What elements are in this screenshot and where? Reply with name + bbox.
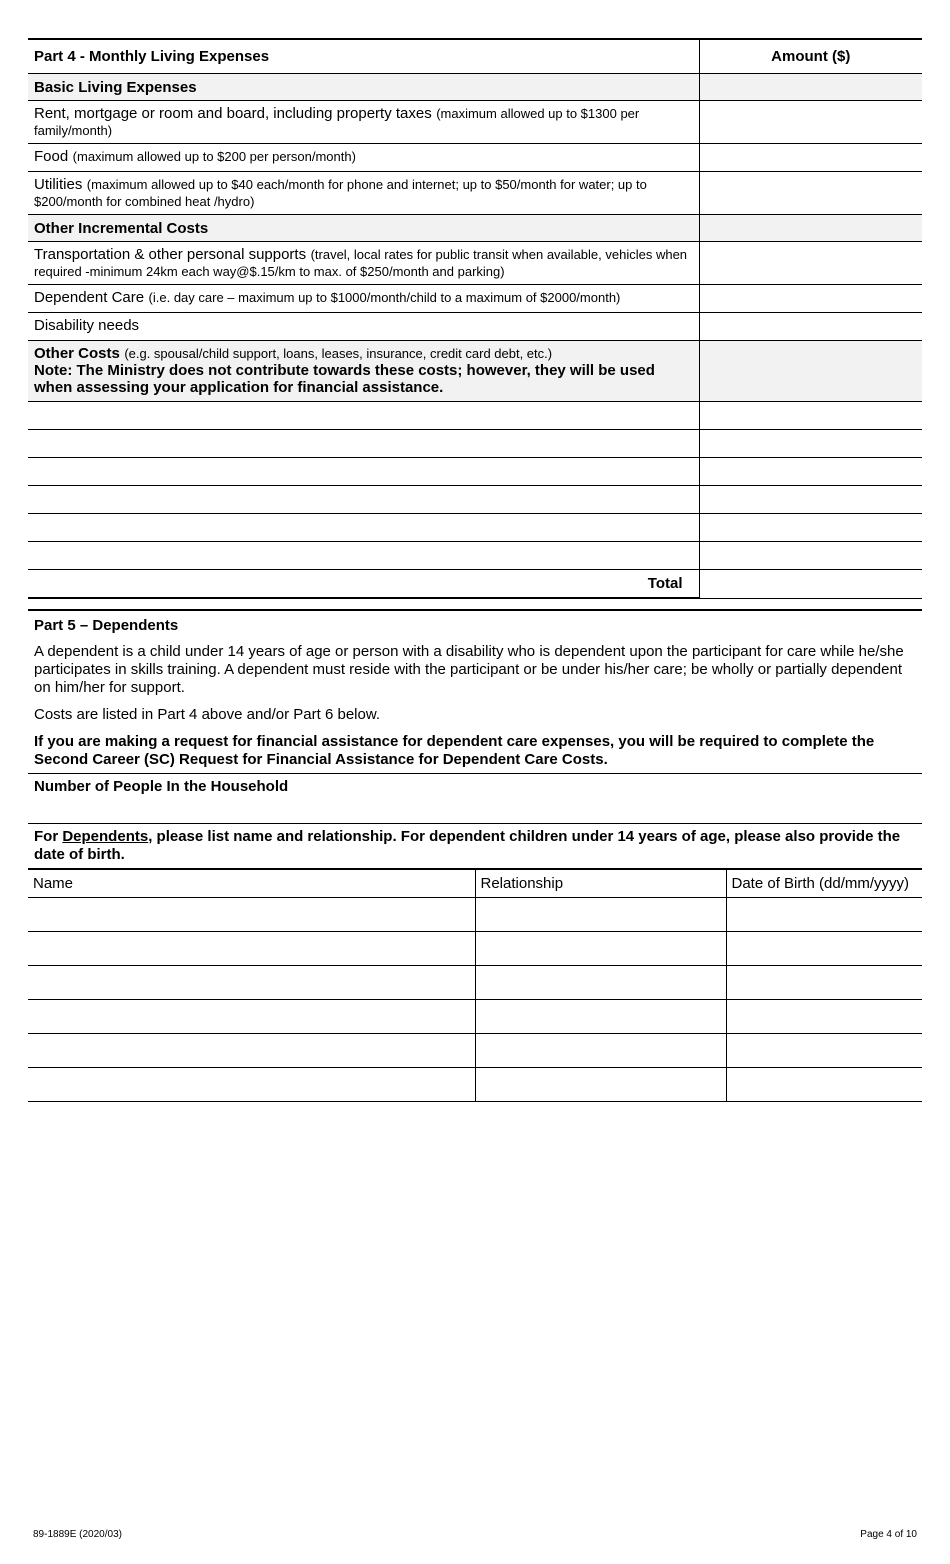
dependent-name-field[interactable] bbox=[28, 1068, 475, 1102]
dependent-care-request-note: If you are making a request for financial assistance for dependent care expenses, you will be required to complete the Second Career (SC) Request for Financial Assistance for Dependent Care Costs. bbox=[34, 733, 875, 768]
other-cost-desc-field[interactable] bbox=[28, 402, 699, 430]
other-cost-amount-field[interactable] bbox=[699, 514, 922, 542]
food-note: (maximum allowed up to $200 per person/month) bbox=[72, 149, 356, 164]
other-cost-amount-field[interactable] bbox=[699, 430, 922, 458]
dependent-dob-field[interactable] bbox=[726, 1034, 922, 1068]
dependent-care-note: (i.e. day care – maximum up to $1000/month/child to a maximum of $2000/month) bbox=[148, 290, 621, 305]
dependent-relationship-field[interactable] bbox=[475, 966, 726, 1000]
dependent-relationship-field[interactable] bbox=[475, 1068, 726, 1102]
form-page bbox=[28, 38, 922, 1102]
other-costs-label: Other Costs bbox=[34, 345, 120, 362]
other-cost-line bbox=[28, 542, 922, 570]
other-cost-desc-field[interactable] bbox=[28, 458, 699, 486]
dependent-dob-field[interactable] bbox=[726, 1000, 922, 1034]
disability-label: Disability needs bbox=[34, 317, 140, 334]
ministry-note: Note: The Ministry does not contribute towards these costs; however, they will be used when assessing your application for financial assistance. bbox=[34, 362, 655, 396]
total-label: Total bbox=[28, 570, 699, 599]
rent-amount-field[interactable] bbox=[699, 101, 922, 144]
part5-title: Part 5 – Dependents bbox=[34, 617, 179, 634]
dependent-name-field[interactable] bbox=[28, 1034, 475, 1068]
page-number: Page 4 of 10 bbox=[860, 1529, 917, 1540]
other-cost-desc-field[interactable] bbox=[28, 514, 699, 542]
other-cost-amount-field[interactable] bbox=[699, 458, 922, 486]
dependent-dob-field[interactable] bbox=[726, 966, 922, 1000]
other-incremental-heading: Other Incremental Costs bbox=[28, 215, 699, 242]
dependent-name-field[interactable] bbox=[28, 966, 475, 1000]
costs-reference: Costs are listed in Part 4 above and/or Part 6 below. bbox=[34, 706, 381, 723]
other-cost-line bbox=[28, 402, 922, 430]
total-row bbox=[28, 570, 922, 599]
monthly-expenses-table bbox=[28, 38, 922, 599]
other-cost-amount-field[interactable] bbox=[699, 486, 922, 514]
dependent-definition: A dependent is a child under 14 years of age or person with a disability who is dependent upon the participant for care while he/she participates in skills training. A dependent must reside with the participant or be under his/her care; be wholly or partially dependent on him/her for support. bbox=[34, 643, 904, 696]
other-costs-heading-row bbox=[28, 215, 922, 242]
other-cost-amount-field[interactable] bbox=[699, 402, 922, 430]
dependent-relationship-field[interactable] bbox=[475, 1034, 726, 1068]
disability-amount-field[interactable] bbox=[699, 313, 922, 341]
dependent-care-row bbox=[28, 285, 922, 313]
dependent-row bbox=[28, 898, 922, 932]
food-row bbox=[28, 144, 922, 172]
transportation-amount-field[interactable] bbox=[699, 242, 922, 285]
dependent-dob-field[interactable] bbox=[726, 1068, 922, 1102]
other-cost-line bbox=[28, 514, 922, 542]
relationship-column-header: Relationship bbox=[475, 869, 726, 898]
other-cost-line bbox=[28, 458, 922, 486]
rent-note: (maximum allowed up to $1300 per family/month) bbox=[34, 106, 640, 138]
other-cost-desc-field[interactable] bbox=[28, 486, 699, 514]
dependent-row bbox=[28, 1034, 922, 1068]
part5-section bbox=[28, 609, 922, 769]
household-count-field[interactable] bbox=[28, 773, 922, 823]
amount-header: Amount ($) bbox=[699, 39, 922, 74]
dependent-row bbox=[28, 1000, 922, 1034]
dependents-table bbox=[28, 868, 922, 1102]
dependent-row bbox=[28, 966, 922, 1000]
transportation-label: Transportation & other personal supports bbox=[34, 246, 307, 263]
dependents-header-row bbox=[28, 869, 922, 898]
dependent-relationship-field[interactable] bbox=[475, 932, 726, 966]
disability-row bbox=[28, 313, 922, 341]
transportation-row bbox=[28, 242, 922, 285]
other-costs-note: (e.g. spousal/child support, loans, leases, insurance, credit card debt, etc.) bbox=[124, 346, 553, 361]
other-cost-line bbox=[28, 430, 922, 458]
dependent-care-amount-field[interactable] bbox=[699, 285, 922, 313]
other-costs-row bbox=[28, 341, 922, 402]
utilities-note: (maximum allowed up to $40 each/month for phone and internet; up to $50/month for water; up to $200/month for combined heat /hydro) bbox=[34, 177, 647, 209]
other-cost-desc-field[interactable] bbox=[28, 430, 699, 458]
dependents-instructions: For Dependents, please list name and relationship. For dependent children under 14 years of age, please also provide the date of birth. bbox=[28, 823, 922, 868]
total-amount-field[interactable] bbox=[699, 570, 922, 599]
other-cost-desc-field[interactable] bbox=[28, 542, 699, 570]
basic-expenses-heading-row bbox=[28, 74, 922, 101]
dependent-dob-field[interactable] bbox=[726, 898, 922, 932]
utilities-amount-field[interactable] bbox=[699, 172, 922, 215]
dependent-row bbox=[28, 932, 922, 966]
dependent-row bbox=[28, 1068, 922, 1102]
dependent-care-label: Dependent Care bbox=[34, 289, 145, 306]
dependent-dob-field[interactable] bbox=[726, 932, 922, 966]
part4-header-row bbox=[28, 39, 922, 74]
utilities-row bbox=[28, 172, 922, 215]
dependent-relationship-field[interactable] bbox=[475, 1000, 726, 1034]
dependent-name-field[interactable] bbox=[28, 898, 475, 932]
other-cost-amount-field[interactable] bbox=[699, 542, 922, 570]
food-label: Food bbox=[34, 148, 69, 165]
dependents-term: Dependents bbox=[62, 828, 149, 845]
basic-expenses-heading: Basic Living Expenses bbox=[28, 74, 699, 101]
utilities-label: Utilities bbox=[34, 176, 83, 193]
dob-column-header: Date of Birth (dd/mm/yyyy) bbox=[726, 869, 922, 898]
household-count-label: Number of People In the Household bbox=[34, 778, 289, 795]
rent-label: Rent, mortgage or room and board, including property taxes bbox=[34, 105, 432, 122]
dependent-name-field[interactable] bbox=[28, 1000, 475, 1034]
part4-title: Part 4 - Monthly Living Expenses bbox=[28, 39, 699, 74]
other-cost-line bbox=[28, 486, 922, 514]
dependent-relationship-field[interactable] bbox=[475, 898, 726, 932]
food-amount-field[interactable] bbox=[699, 144, 922, 172]
form-number: 89-1889E (2020/03) bbox=[33, 1529, 122, 1540]
dependent-name-field[interactable] bbox=[28, 932, 475, 966]
transportation-note: (travel, local rates for public transit when available, vehicles when required -minimum 24km each way@$.15/km to max. of $250/month and parking) bbox=[34, 247, 688, 279]
rent-row bbox=[28, 101, 922, 144]
name-column-header: Name bbox=[28, 869, 475, 898]
